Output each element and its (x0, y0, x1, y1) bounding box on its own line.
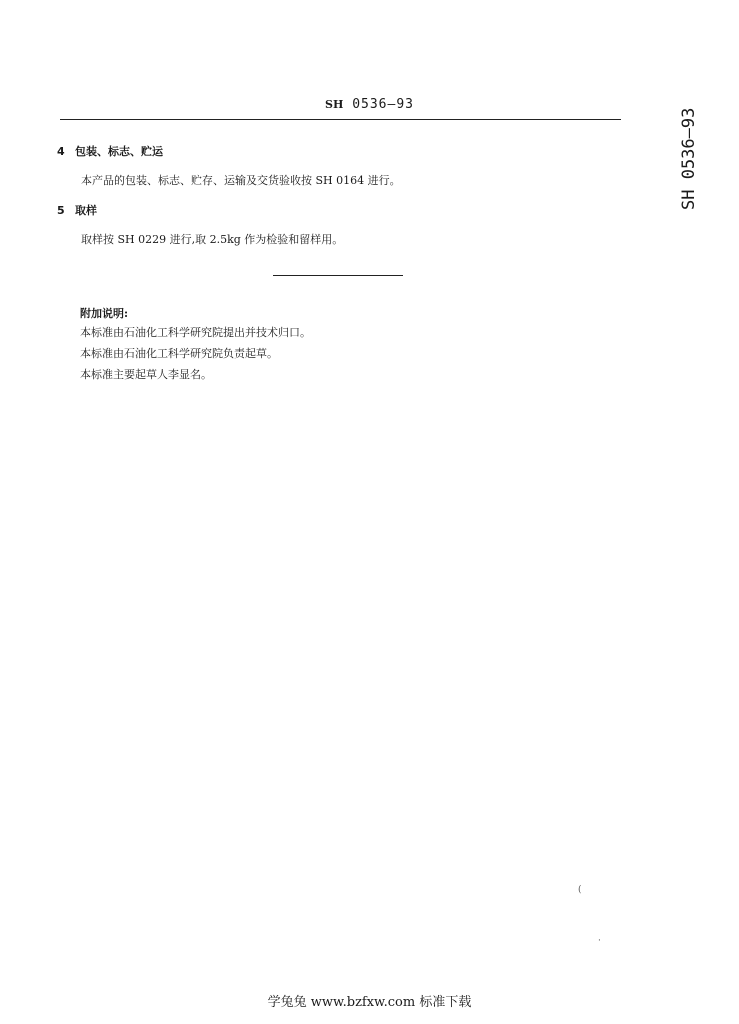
section-title: 取样 (75, 204, 97, 217)
header-prefix: SH (325, 98, 344, 111)
header-standard-code (0, 97, 739, 112)
section-number: 5 (57, 204, 65, 217)
header-rule (60, 119, 621, 120)
notes-line: 本标准主要起草人李显名。 (80, 368, 212, 381)
section-number: 4 (57, 145, 65, 158)
scan-speck: ( (578, 885, 582, 895)
notes-line: 本标准由石油化工科学研究院负责起草。 (80, 347, 278, 360)
scan-speck: · (598, 936, 601, 946)
section-heading (57, 202, 97, 218)
section-title: 包装、标志、贮运 (75, 145, 163, 158)
section-text: 本产品的包装、标志、贮存、运输及交货验收按 SH 0164 进行。 (81, 174, 401, 187)
side-code-text: SH 0536—93 (679, 107, 699, 210)
section-heading (57, 143, 163, 159)
notes-line: 本标准由石油化工科学研究院提出并技术归口。 (80, 326, 311, 339)
side-standard-code (669, 88, 703, 212)
page-footer: 学兔兔 www.bzfxw.com 标准下载 (267, 995, 472, 1010)
section-text: 取样按 SH 0229 进行,取 2.5kg 作为检验和留样用。 (81, 233, 344, 246)
header-code-number: 0536—93 (352, 97, 414, 112)
notes-title: 附加说明: (80, 307, 129, 320)
end-rule (273, 275, 403, 276)
